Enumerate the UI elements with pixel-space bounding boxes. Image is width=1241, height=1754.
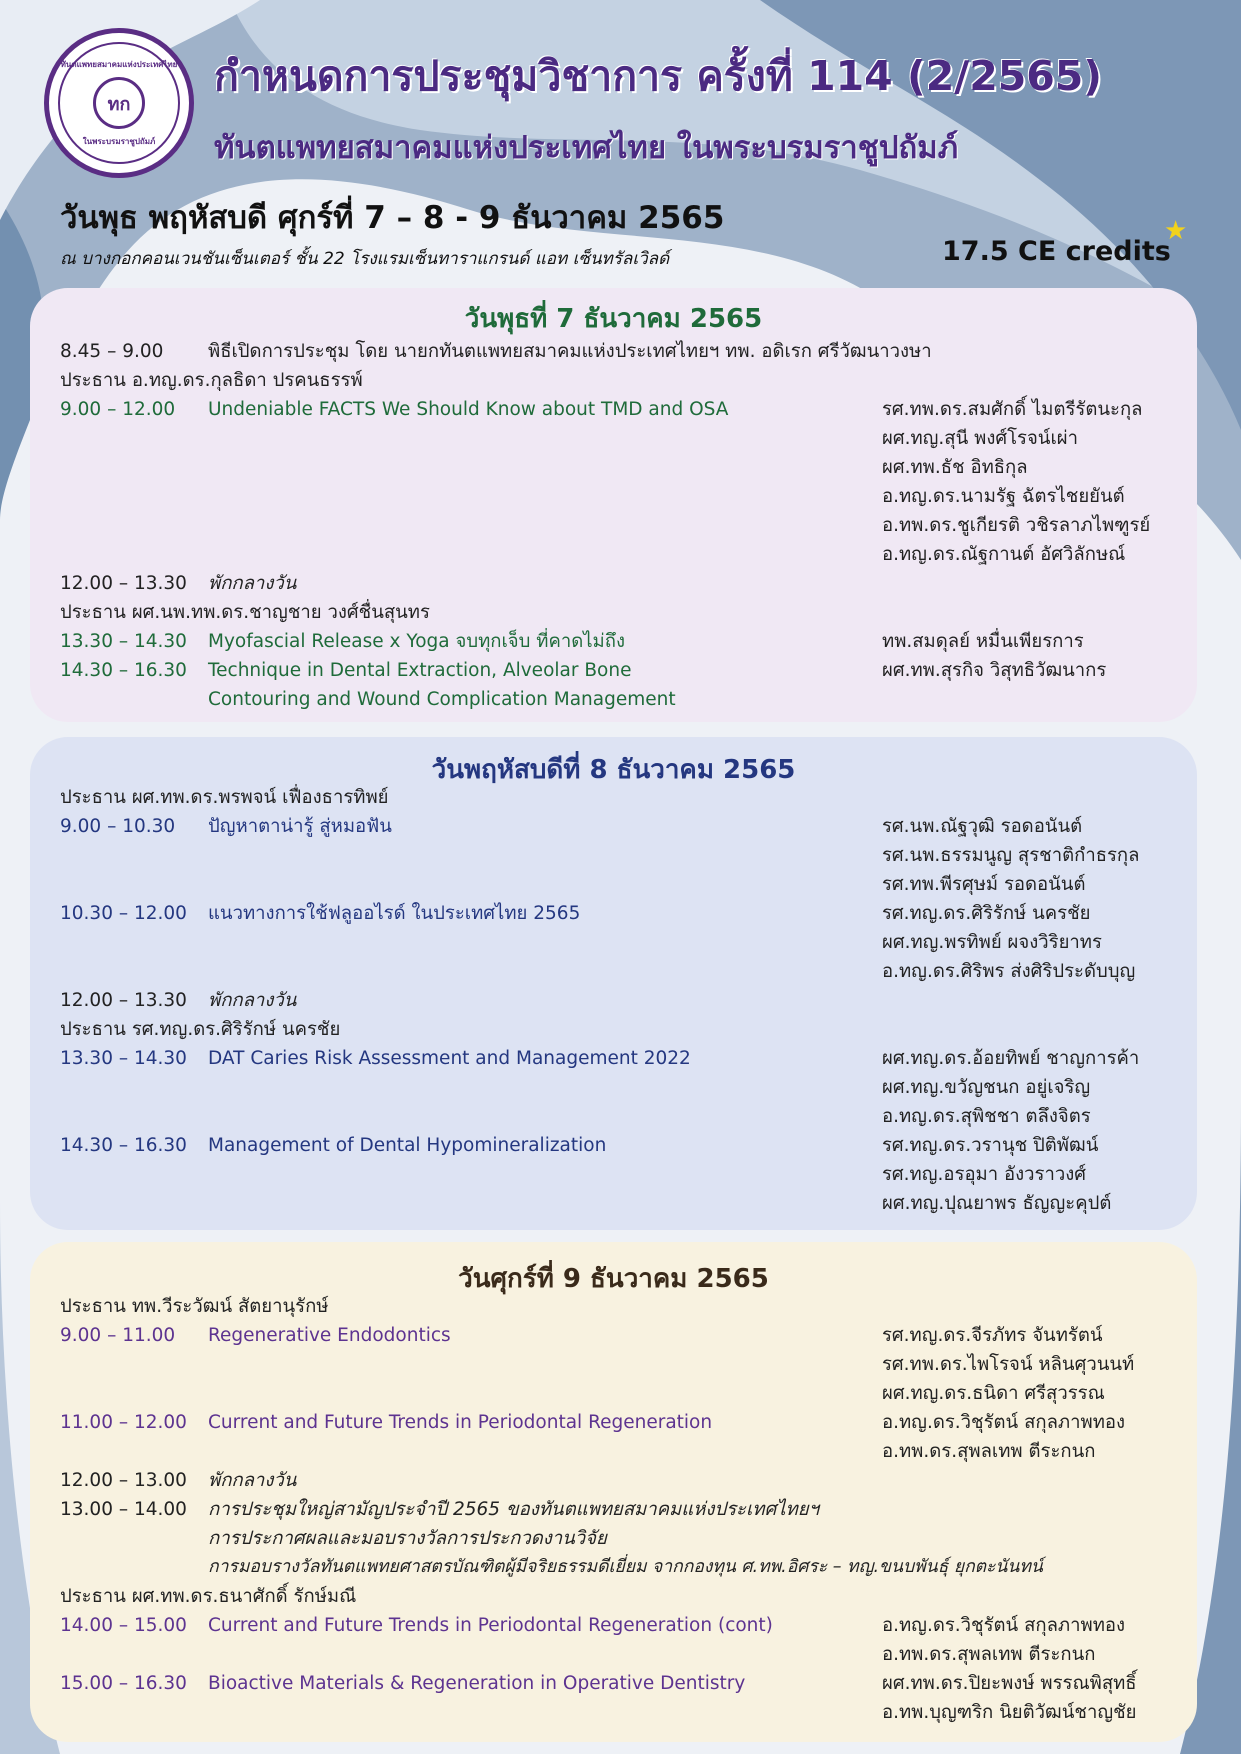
day3-s4-title: Bioactive Materials & Regeneration in Operative Dentistry: [208, 1673, 746, 1694]
day2-lunch-time: 12.00 – 13.30: [60, 990, 187, 1011]
day3-chair1: ประธาน ทพ.วีระวัฒน์ สัตยานุรักษ์: [60, 1296, 329, 1317]
day2-panel: [30, 737, 1197, 1230]
day2-s1-title: ปัญหาตาน่ารู้ สู่หมอฟัน: [208, 816, 392, 837]
day1-lunch: พักกลางวัน: [208, 573, 297, 594]
day2-s1-time: 9.00 – 10.30: [60, 816, 176, 837]
day3-lunch: พักกลางวัน: [208, 1470, 297, 1491]
day3-s4-time: 15.00 – 16.30: [60, 1673, 187, 1694]
day1-s1-speaker: อ.ทญ.ดร.ณัฐกานต์ อัศวิลักษณ์: [882, 544, 1126, 565]
day2-s3-title: DAT Caries Risk Assessment and Management 2022: [208, 1048, 691, 1069]
logo-ring: [58, 42, 180, 164]
page-title: กำหนดการประชุมวิชาการ ครั้งที่ 114 (2/2565): [214, 52, 1103, 100]
day2-s1-speaker: รศ.ทพ.พีรศุษม์ รอดอนันต์: [882, 874, 1086, 895]
day1-s3-title-line2: Contouring and Wound Complication Management: [208, 689, 676, 710]
day3-s4-speaker: อ.ทพ.บุญฑริก นิยติวัฒน์ชาญชัย: [882, 1702, 1137, 1723]
day3-s2-speaker: อ.ทพ.ดร.สุพลเทพ ตีระกนก: [882, 1441, 1096, 1462]
day2-s1-speaker: รศ.นพ.ณัฐวุฒิ รอดอนันต์: [882, 816, 1083, 837]
day1-s1-speaker: อ.ทพ.ดร.ชูเกียรติ วชิรลาภไพฑูรย์: [882, 515, 1151, 536]
day2-s2-title: แนวทางการใช้ฟลูออไรด์ ในประเทศไทย 2565: [208, 903, 581, 924]
day2-lunch: พักกลางวัน: [208, 990, 297, 1011]
day3-s2-title: Current and Future Trends in Periodontal Regeneration: [208, 1412, 713, 1433]
day3-chair2: ประธาน ผศ.ทพ.ดร.ธนาศักดิ์ รักษ์มณี: [60, 1586, 357, 1607]
day1-s3-time: 14.30 – 16.30: [60, 660, 187, 681]
day3-meeting-line: การประชุมใหญ่สามัญประจำปี 2565 ของทันตแพทยสมาคมแห่งประเทศไทยฯ: [208, 1499, 819, 1520]
day2-s3-speaker: ผศ.ทญ.ขวัญชนก อยู่เจริญ: [882, 1077, 1091, 1098]
day3-s1-title: Regenerative Endodontics: [208, 1325, 451, 1346]
day3-s3-speaker: อ.ทพ.ดร.สุพลเทพ ตีระกนก: [882, 1644, 1096, 1665]
day2-chair1: ประธาน ผศ.ทพ.ดร.พรพจน์ เฟื่องธารทิพย์: [60, 787, 389, 808]
day1-chair1: ประธาน อ.ทญ.ดร.กุลธิดา ปรคนธรรพ์: [60, 370, 363, 391]
day1-s2-speaker: ทพ.สมดุลย์ หมื่นเพียรการ: [882, 631, 1084, 652]
day3-meeting-time: 13.00 – 14.00: [60, 1499, 187, 1520]
logo-emblem: ทก: [93, 77, 145, 129]
day3-s2-time: 11.00 – 12.00: [60, 1412, 187, 1433]
day3-panel: [30, 1242, 1197, 1742]
day2-s4-speaker: ผศ.ทญ.ปุณยาพร ธัญญะคุปต์: [882, 1193, 1112, 1214]
day1-chair2: ประธาน ผศ.นพ.ทพ.ดร.ชาญชาย วงศ์ชื่นสุนทร: [60, 602, 430, 623]
day2-s2-speaker: รศ.ทญ.ดร.ศิริรักษ์ นครชัย: [882, 903, 1091, 924]
day3-s2-speaker: อ.ทญ.ดร.วิชุรัตน์ สกุลภาพทอง: [882, 1412, 1126, 1433]
day3-s3-time: 14.00 – 15.00: [60, 1615, 187, 1636]
day3-s1-speaker: ผศ.ทญ.ดร.ธนิดา ศรีสุวรรณ: [882, 1383, 1105, 1404]
day2-s3-speaker: อ.ทญ.ดร.สุพิชชา ตลึงจิตร: [882, 1106, 1091, 1127]
day1-s2-time: 13.30 – 14.30: [60, 631, 187, 652]
ce-credits: 17.5 CE credits: [942, 236, 1171, 267]
day2-s4-title: Management of Dental Hypomineralization: [208, 1135, 607, 1156]
day1-s2-title: Myofascial Release x Yoga จบทุกเจ็บ ที่คาดไม่ถึง: [208, 631, 625, 652]
day3-s1-speaker: รศ.ทพ.ดร.ไพโรจน์ หลินศุวนนท์: [882, 1354, 1135, 1375]
day1-s1-speaker: ผศ.ทพ.ธัช อิทธิกุล: [882, 457, 1028, 478]
day3-s1-speaker: รศ.ทญ.ดร.จีรภัทร จันทรัตน์: [882, 1325, 1103, 1346]
day2-s3-speaker: ผศ.ทญ.ดร.อ้อยทิพย์ ชาญการค้า: [882, 1048, 1140, 1069]
day1-s1-speaker: ผศ.ทญ.สุนี พงศ์โรจน์เผ่า: [882, 428, 1079, 449]
day1-s1-title: Undeniable FACTS We Should Know about TMD and OSA: [208, 399, 729, 420]
day2-s2-speaker: อ.ทญ.ดร.ศิริพร ส่งศิริประดับบุญ: [882, 961, 1136, 982]
day3-lunch-time: 12.00 – 13.00: [60, 1470, 187, 1491]
day2-s2-time: 10.30 – 12.00: [60, 903, 187, 924]
page-subtitle: ทันตแพทยสมาคมแห่งประเทศไทย ในพระบรมราชูปถัมภ์: [214, 130, 959, 166]
day1-opening-time: 8.45 – 9.00: [60, 341, 164, 362]
day1-panel: [30, 288, 1197, 722]
day3-s3-title: Current and Future Trends in Periodontal Regeneration (cont): [208, 1615, 773, 1636]
day1-opening-text: พิธีเปิดการประชุม โดย นายกทันตแพทยสมาคมแห่งประเทศไทยฯ ทพ. อดิเรก ศรีวัฒนาวงษา: [208, 341, 932, 362]
day2-s3-time: 13.30 – 14.30: [60, 1048, 187, 1069]
day1-title: วันพุธที่ 7 ธันวาคม 2565: [464, 304, 763, 334]
star-icon: ★: [1164, 216, 1188, 246]
day2-s1-speaker: รศ.นพ.ธรรมนูญ สุรชาติกำธรกุล: [882, 845, 1140, 866]
association-logo: [44, 28, 194, 178]
day2-title: วันพฤหัสบดีที่ 8 ธันวาคม 2565: [431, 755, 796, 785]
logo-text-bottom: ในพระบรมราชูปถัมภ์: [82, 137, 156, 146]
day2-chair2: ประธาน รศ.ทญ.ดร.ศิริรักษ์ นครชัย: [60, 1019, 341, 1040]
day1-s3-title-line1: Technique in Dental Extraction, Alveolar Bone: [208, 660, 632, 681]
day3-s3-speaker: อ.ทญ.ดร.วิชุรัตน์ สกุลภาพทอง: [882, 1615, 1126, 1636]
event-venue: ณ บางกอกคอนเวนชันเซ็นเตอร์ ชั้น 22 โรงแรมเซ็นทาราแกรนด์ แอท เซ็นทรัลเวิลด์: [60, 249, 670, 269]
event-dates: วันพุธ พฤหัสบดี ศุกร์ที่ 7 – 8 - 9 ธันวาคม 2565: [60, 200, 725, 236]
day3-title: วันศุกร์ที่ 9 ธันวาคม 2565: [458, 1264, 769, 1294]
day3-s1-time: 9.00 – 11.00: [60, 1325, 176, 1346]
day3-meeting-line: การมอบรางวัลทันตแพทยศาสตรบัณฑิตผู้มีจริยธรรมดีเยี่ยม จากกองทุน ศ.ทพ.อิศระ – ทญ.ขนบพันธุ์ ยุกตะนันทน์: [208, 1557, 1043, 1577]
day1-s3-speaker: ผศ.ทพ.สุรกิจ วิสุทธิวัฒนากร: [882, 660, 1107, 681]
day2-s4-speaker: รศ.ทญ.อรอุมา อังวราวงศ์: [882, 1164, 1087, 1185]
day2-s4-time: 14.30 – 16.30: [60, 1135, 187, 1156]
day1-s1-time: 9.00 – 12.00: [60, 399, 176, 420]
logo-text-top: ทันตแพทยสมาคมแห่งประเทศไทย: [60, 60, 178, 69]
day2-s4-speaker: รศ.ทญ.ดร.วรานุช ปิติพัฒน์: [882, 1135, 1099, 1156]
day3-s4-speaker: ผศ.ทพ.ดร.ปิยะพงษ์ พรรณพิสุทธิ์: [882, 1673, 1137, 1694]
day1-s1-speaker: อ.ทญ.ดร.นามรัฐ ฉัตรไชยยันต์: [882, 486, 1125, 507]
day3-meeting-line: การประกาศผลและมอบรางวัลการประกวดงานวิจัย: [208, 1528, 607, 1549]
day2-s2-speaker: ผศ.ทญ.พรทิพย์ ผจงวิริยาทร: [882, 932, 1102, 953]
day1-s1-speaker: รศ.ทพ.ดร.สมศักดิ์ ไมตรีรัตนะกุล: [882, 399, 1143, 420]
day1-lunch-time: 12.00 – 13.30: [60, 573, 187, 594]
